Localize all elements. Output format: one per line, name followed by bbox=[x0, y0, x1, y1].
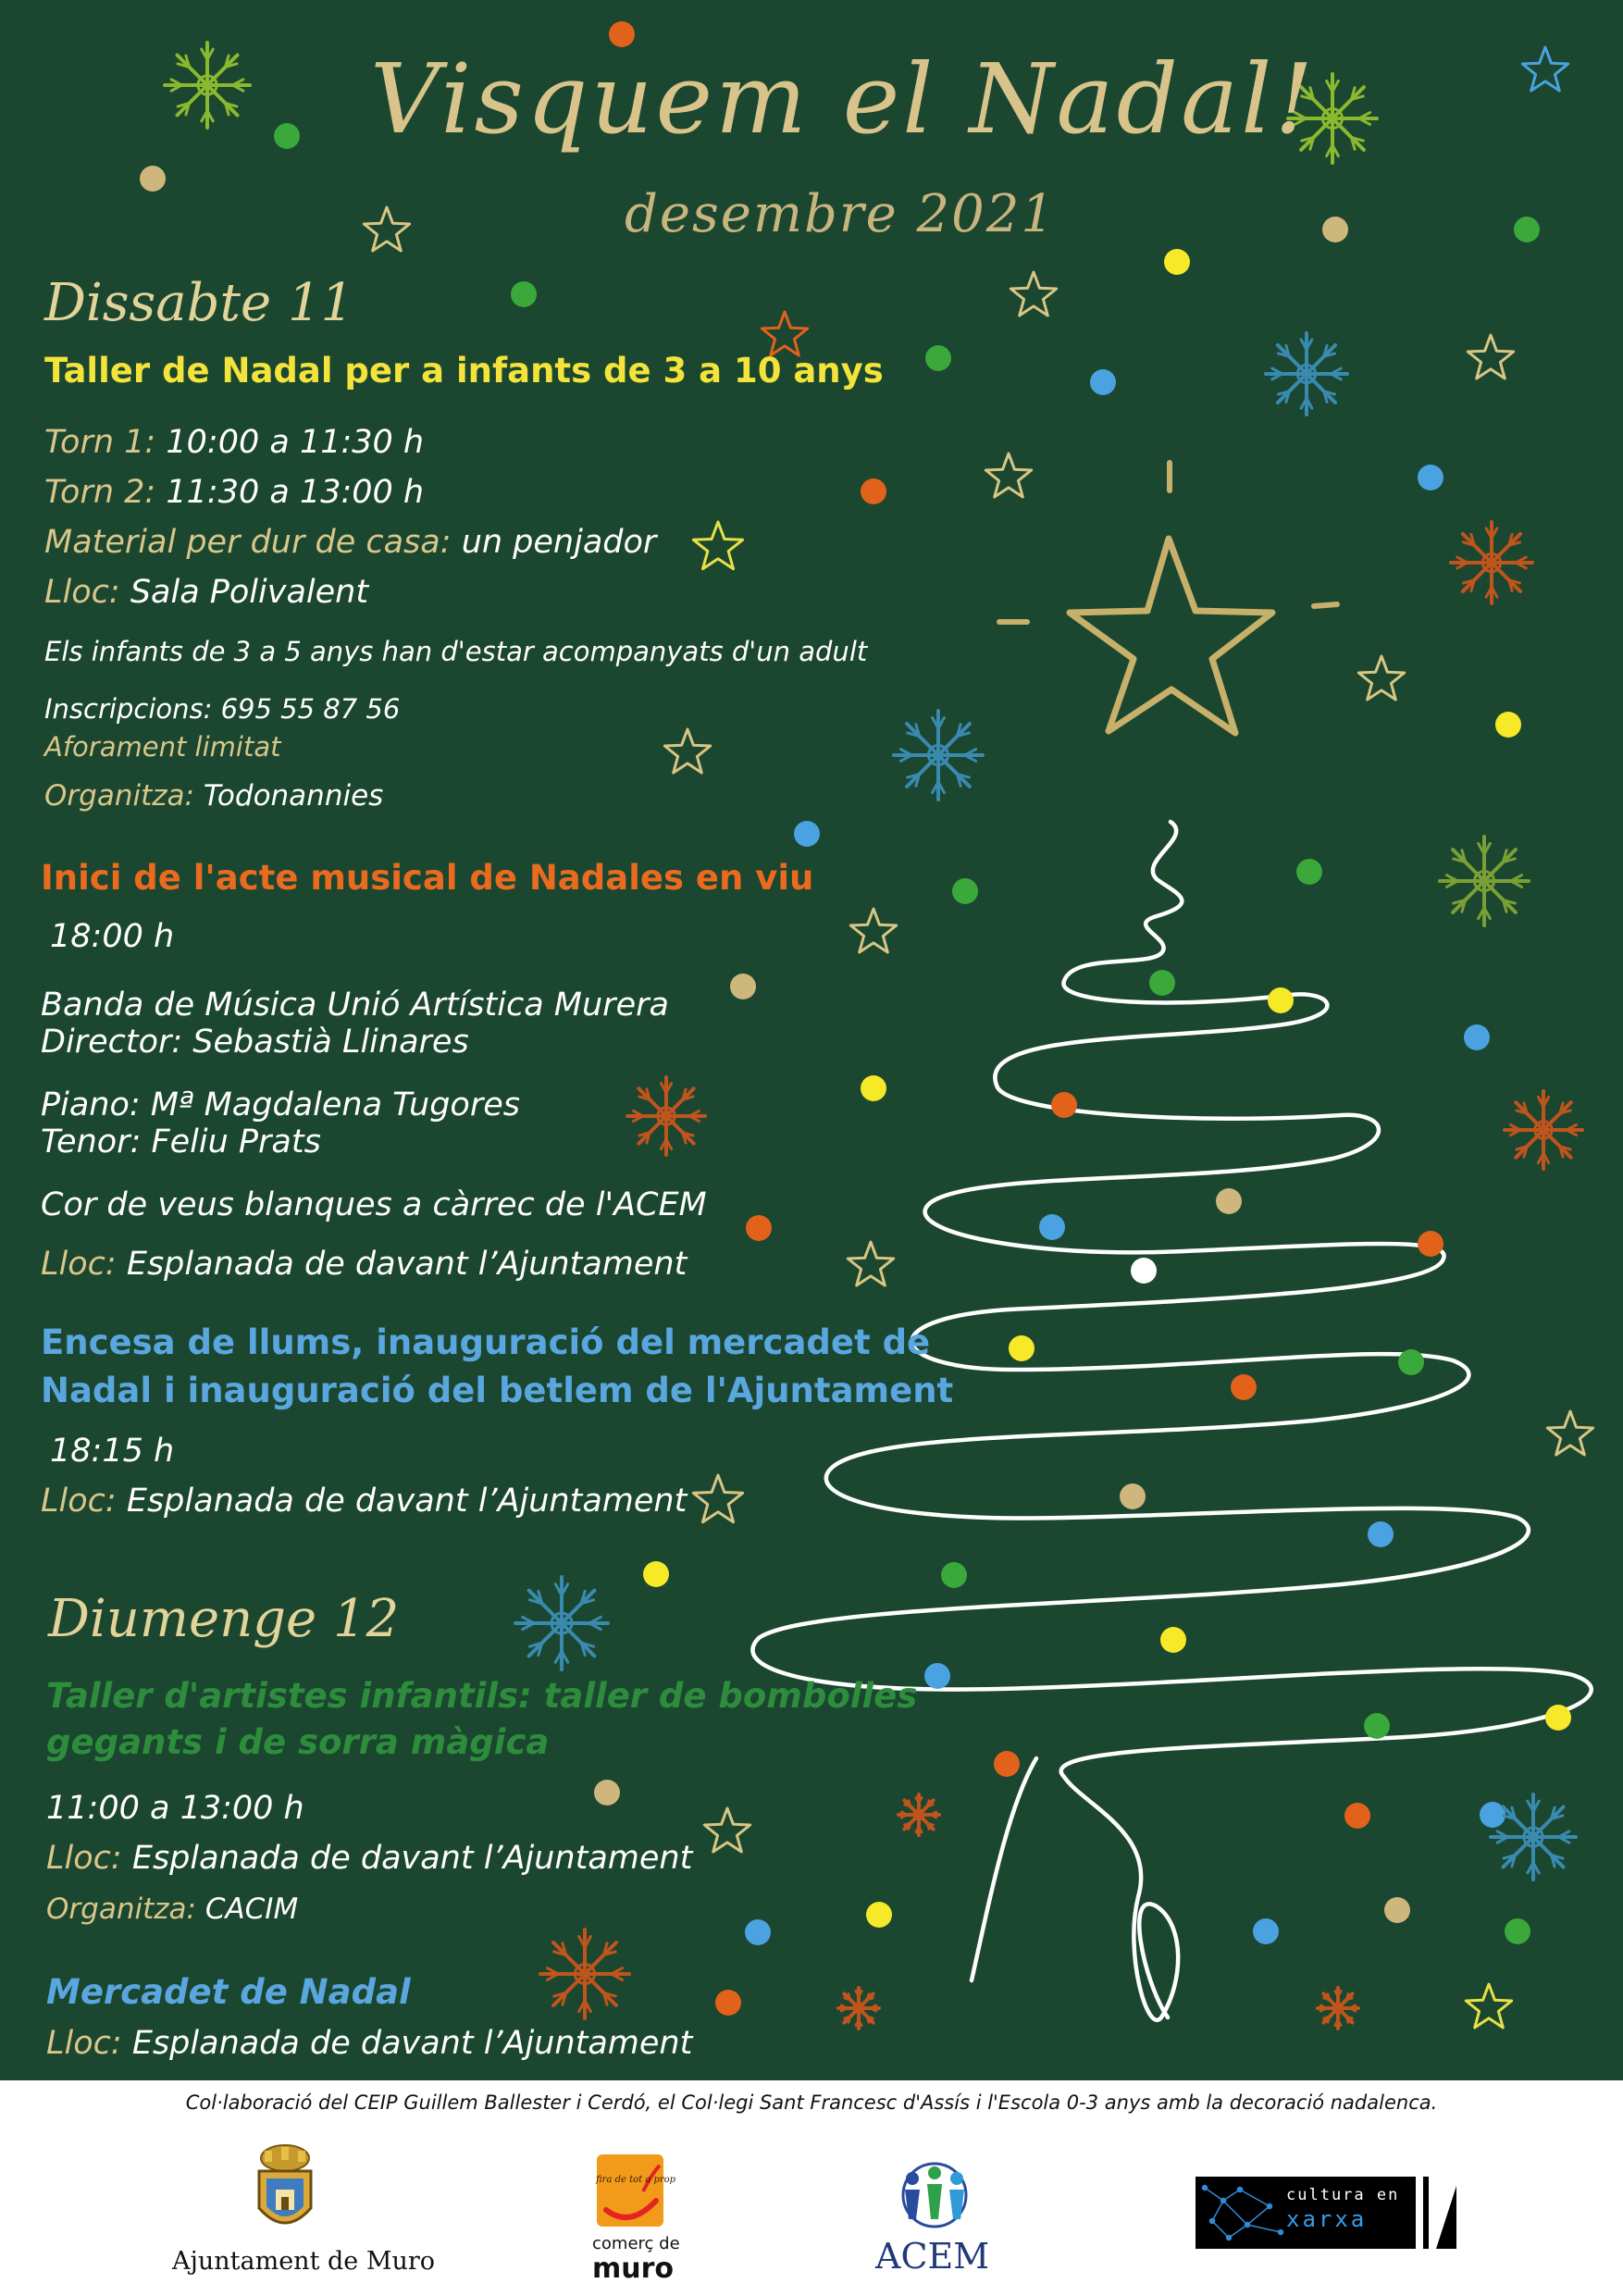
organitza-label: Organitza: bbox=[46, 1893, 196, 1926]
organitza-label: Organitza: bbox=[44, 779, 194, 813]
tree-scribble bbox=[752, 822, 1591, 2020]
ornament-dot bbox=[1160, 1627, 1186, 1653]
ornament-dot bbox=[1120, 1483, 1146, 1509]
poster-subtitle: desembre 2021 bbox=[625, 184, 1057, 244]
ornament-dot bbox=[866, 1902, 892, 1928]
event2-lloc bbox=[41, 1246, 687, 1283]
organitza-value: Todonannies bbox=[203, 779, 384, 813]
lloc-value: Sala Polivalent bbox=[130, 574, 369, 611]
ornament-dot bbox=[1090, 369, 1116, 395]
tree-bottom-left-stroke bbox=[972, 1758, 1036, 1980]
snowflake-icon bbox=[1266, 333, 1347, 415]
lloc-value: Esplanada de davant l’Ajuntament bbox=[126, 1483, 688, 1520]
ornament-dot bbox=[952, 878, 978, 904]
acem-logo bbox=[879, 2158, 990, 2232]
event1-lloc bbox=[44, 574, 368, 611]
ornament-dot bbox=[1495, 712, 1521, 738]
outline-star-icon bbox=[762, 312, 807, 355]
poster-title: Visquem el Nadal! bbox=[370, 43, 1317, 155]
cultura-caption-1: cultura en bbox=[1286, 2186, 1400, 2204]
snowflake-icon bbox=[1491, 1794, 1576, 1880]
event4-title-line2: gegants i de sorra màgica bbox=[46, 1722, 550, 1762]
event1-title: Taller de Nadal per a infants de 3 a 10 anys bbox=[44, 351, 884, 391]
ornament-dot bbox=[1514, 217, 1540, 242]
torn1-label: Torn 1: bbox=[44, 424, 156, 461]
event2-line2: Director: Sebastià Llinares bbox=[41, 1024, 469, 1061]
ornament-dot bbox=[1418, 1231, 1443, 1257]
event1-torn1 bbox=[44, 424, 424, 461]
ornament-dot bbox=[643, 1561, 669, 1587]
outline-star-icon bbox=[1468, 335, 1513, 379]
ornament-dot bbox=[861, 478, 886, 504]
event1-aforament: Aforament limitat bbox=[44, 731, 281, 763]
ornament-dot bbox=[861, 1075, 886, 1101]
event2-line3: Piano: Mª Magdalena Tugores bbox=[41, 1086, 520, 1123]
ornament-dot bbox=[274, 123, 300, 149]
ornament-dot bbox=[1051, 1092, 1077, 1118]
ornament-dot bbox=[715, 1990, 741, 2016]
ornament-dot bbox=[140, 166, 166, 192]
outline-star-icon bbox=[1547, 1411, 1592, 1455]
star-ray-right bbox=[1314, 604, 1337, 606]
lloc-value: Esplanada de davant l’Ajuntament bbox=[131, 2025, 693, 2062]
ornament-dot bbox=[1009, 1335, 1035, 1361]
tree-top-star bbox=[1070, 539, 1272, 733]
event1-organitza bbox=[44, 780, 383, 813]
lloc-value: Esplanada de davant l’Ajuntament bbox=[126, 1246, 688, 1283]
snowflake-icon bbox=[894, 711, 983, 800]
event3-lloc bbox=[41, 1483, 687, 1520]
outline-star-icon bbox=[704, 1808, 750, 1852]
event2-line5: Cor de veus blanques a càrrec de l'ACEM bbox=[41, 1186, 707, 1223]
cultura-caption-2: xarxa bbox=[1286, 2206, 1368, 2232]
lloc-label: Lloc: bbox=[41, 1483, 117, 1520]
day2-label: Diumenge 12 bbox=[48, 1589, 400, 1649]
event1-material bbox=[44, 524, 656, 561]
snowflake-icon bbox=[838, 1988, 879, 2029]
ornament-dot bbox=[1131, 1258, 1157, 1284]
event4-title-line1: Taller d'artistes infantils: taller de bombolles bbox=[46, 1676, 918, 1716]
ornament-dot bbox=[1344, 1803, 1370, 1829]
event4-time: 11:00 a 13:00 h bbox=[46, 1790, 304, 1827]
ornament-dot bbox=[925, 345, 951, 371]
event3-title-line2: Nadal i inauguració del betlem de l'Ajuntament bbox=[41, 1371, 954, 1410]
ornament-dot bbox=[794, 821, 820, 847]
ornament-dot bbox=[1039, 1214, 1065, 1240]
event5-lloc bbox=[46, 2025, 692, 2062]
event5-title: Mercadet de Nadal bbox=[46, 1972, 411, 2012]
lloc-label: Lloc: bbox=[46, 2025, 122, 2062]
torn2-label: Torn 2: bbox=[44, 474, 156, 511]
outline-star-icon bbox=[364, 207, 409, 251]
ornament-dot bbox=[1464, 1024, 1490, 1050]
snowflake-icon bbox=[627, 1077, 705, 1155]
comerc-muro-tagline: fira de tot a prop bbox=[596, 2175, 676, 2185]
snowflake-icon bbox=[540, 1930, 629, 2018]
torn1-value: 10:00 a 11:30 h bbox=[166, 424, 425, 461]
ornament-dot bbox=[1149, 970, 1175, 996]
torn2-value: 11:30 a 13:00 h bbox=[166, 474, 425, 511]
ornament-dot bbox=[1480, 1802, 1505, 1828]
ornament-dot bbox=[730, 974, 756, 999]
ornament-dot bbox=[594, 1780, 620, 1806]
snowflake-icon bbox=[165, 43, 250, 128]
ornament-dot bbox=[1364, 1713, 1390, 1739]
event2-title: Inici de l'acte musical de Nadales en viu bbox=[41, 858, 814, 898]
ornament-dot bbox=[1164, 249, 1190, 275]
ornament-dot bbox=[1505, 1918, 1530, 1944]
ajuntament-muro-caption: Ajuntament de Muro bbox=[172, 2247, 436, 2276]
event4-lloc bbox=[46, 1840, 692, 1877]
snowflake-icon bbox=[1318, 1988, 1358, 2029]
footer bbox=[0, 2080, 1623, 2296]
snowflake-icon bbox=[1505, 1091, 1582, 1169]
outline-star-icon bbox=[1522, 47, 1567, 91]
event3-time: 18:15 h bbox=[50, 1433, 175, 1470]
outline-star-icon bbox=[985, 453, 1031, 497]
event2-line4: Tenor: Feliu Prats bbox=[41, 1123, 321, 1160]
collaboration-credit: Col·laboració del CEIP Guillem Ballester i Cerdó, el Col·legi Sant Francesc d'Assís i l'Escola 0-3 anys amb la decoració nadalenca. bbox=[185, 2091, 1438, 2114]
outline-star-icon bbox=[1010, 272, 1056, 316]
ornament-dot bbox=[1418, 465, 1443, 490]
lloc-label: Lloc: bbox=[46, 1840, 122, 1877]
event2-line1: Banda de Música Unió Artística Murera bbox=[41, 987, 669, 1024]
event1-torn2 bbox=[44, 474, 424, 511]
ornament-dot bbox=[745, 1919, 771, 1945]
lloc-label: Lloc: bbox=[41, 1246, 117, 1283]
ornament-dot bbox=[1398, 1349, 1424, 1375]
outline-star-icon bbox=[1358, 656, 1404, 700]
outline-star-icon bbox=[693, 1475, 742, 1522]
ornament-dot bbox=[1545, 1705, 1571, 1731]
snowflake-icon bbox=[898, 1794, 939, 1835]
outline-star-icon bbox=[1466, 1984, 1511, 2028]
day1-label: Dissabte 11 bbox=[44, 273, 354, 333]
comerc-muro-caption-1: comerç de bbox=[592, 2234, 680, 2253]
event2-time: 18:00 h bbox=[50, 918, 175, 955]
ornament-dot bbox=[1368, 1521, 1394, 1547]
material-value: un penjador bbox=[461, 524, 657, 561]
outline-star-icon bbox=[850, 909, 896, 952]
ornament-dot bbox=[1384, 1897, 1410, 1923]
organitza-value: CACIM bbox=[204, 1893, 299, 1926]
comerc-muro-logo bbox=[588, 2154, 676, 2232]
ornament-dot bbox=[1231, 1374, 1257, 1400]
acem-caption: ACEM bbox=[875, 2236, 990, 2277]
ornament-dot bbox=[746, 1215, 772, 1241]
material-label: Material per dur de casa: bbox=[44, 524, 452, 561]
ornament-dot bbox=[1322, 217, 1348, 242]
event1-inscripcions: Inscripcions: 695 55 87 56 bbox=[44, 693, 401, 725]
ornament-dot bbox=[1253, 1918, 1279, 1944]
snowflake-icon bbox=[515, 1577, 608, 1669]
ornament-dot bbox=[1216, 1188, 1242, 1214]
lloc-value: Esplanada de davant l’Ajuntament bbox=[131, 1840, 693, 1877]
ornament-dot bbox=[941, 1562, 967, 1588]
outline-star-icon bbox=[664, 729, 710, 773]
comerc-muro-caption-2: muro bbox=[592, 2253, 675, 2285]
outline-star-icon bbox=[848, 1242, 893, 1285]
snowflake-icon bbox=[1451, 522, 1532, 603]
snowflake-icon bbox=[1440, 837, 1529, 925]
ornament-dot bbox=[994, 1751, 1020, 1777]
outline-star-icon bbox=[693, 522, 742, 569]
event3-title-line1: Encesa de llums, inauguració del mercadet de bbox=[41, 1322, 931, 1362]
ornament-dot bbox=[1296, 859, 1322, 885]
ornament-dot bbox=[1268, 987, 1294, 1013]
ajuntament-muro-logo bbox=[248, 2143, 322, 2240]
ornament-dot bbox=[511, 281, 537, 307]
lloc-label: Lloc: bbox=[44, 574, 120, 611]
event1-note: Els infants de 3 a 5 anys han d'estar acompanyats d'un adult bbox=[44, 636, 868, 667]
ornament-dot bbox=[924, 1663, 950, 1689]
event4-organitza bbox=[46, 1893, 298, 1927]
